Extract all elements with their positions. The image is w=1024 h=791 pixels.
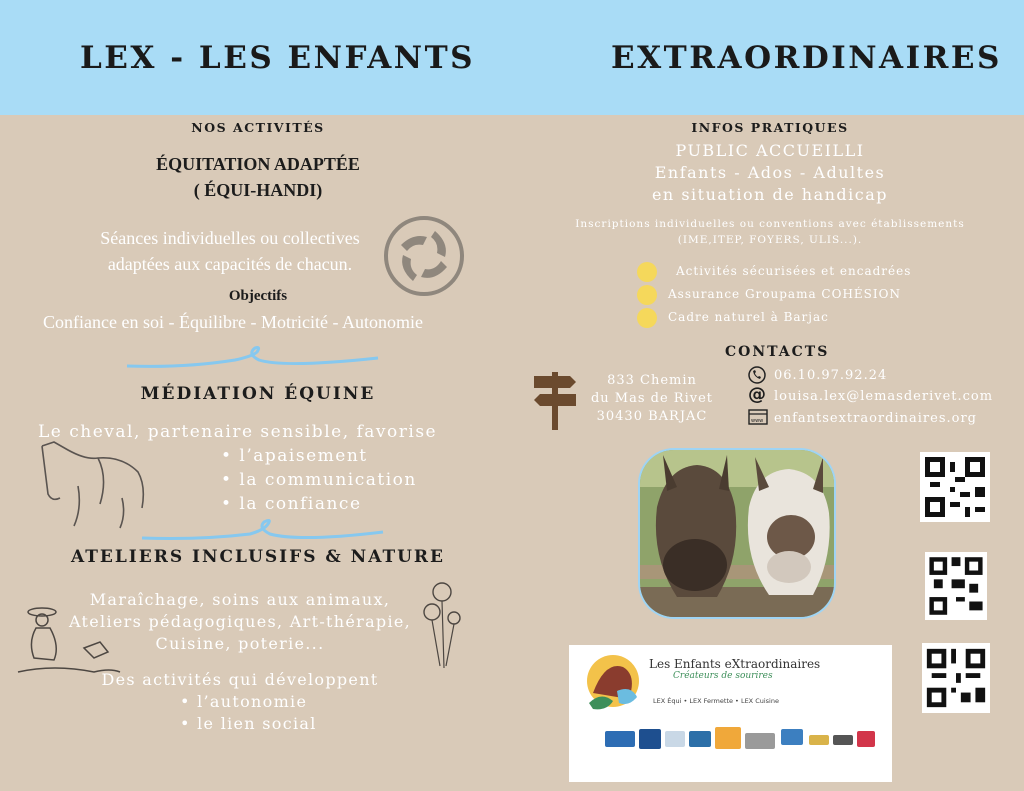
horse-sketch-icon [38,438,148,530]
partner-logo [833,735,853,745]
wave-divider-2 [140,518,385,546]
develop-item: • le lien social [180,714,317,733]
contacts-heading: CONTACTS [725,344,830,360]
hands-circle-icon [383,215,465,297]
address-line: 833 Chemin [607,373,697,388]
logo-title: Les Enfants eXtraordinaires [649,657,821,671]
partner-logo [689,731,711,747]
qr-code-1[interactable] [920,452,990,522]
objectifs-heading: Objectifs [228,288,288,304]
phone-number[interactable]: 06.10.97.92.24 [774,368,888,383]
ateliers-heading: ATELIERS INCLUSIFS & NATURE [70,547,446,567]
check-icon [637,308,657,328]
partner-logo [745,733,775,749]
inscriptions-line-1: Inscriptions individuelles ou conventions avec établissements [575,218,965,230]
header-left-title: LEX - LES ENFANTS [80,40,476,76]
partner-logo [781,729,803,745]
inscriptions-line-2: (IME,ITEP, FOYERS, ULIS...). [677,234,863,246]
qr-code-2[interactable] [925,552,987,620]
svg-text:www: www [751,418,764,424]
partner-logo [605,731,635,747]
mediation-item: • la communication [221,470,417,490]
check-icon [637,285,657,305]
mediation-intro: Le cheval, partenaire sensible, favorise [38,422,438,442]
partner-logo [809,735,829,745]
donkeys-photo [637,447,837,620]
website-link[interactable]: enfantsextraordinaires.org [774,411,977,426]
flowers-sketch-icon [418,578,470,670]
address-line: du Mas de Rivet [590,391,714,406]
qr-code-3[interactable] [922,643,990,713]
check-icon [637,262,657,282]
mediation-heading: MÉDIATION ÉQUINE [140,384,376,404]
logo-subtitle: Créateurs de sourires [673,671,773,681]
wave-divider-1 [125,344,380,372]
logo-branches: LEX Équi • LEX Fermette • LEX Cuisine [653,697,779,705]
gardener-sketch-icon [14,602,124,680]
public-line-2: en situation de handicap [651,185,889,204]
signpost-icon [530,368,580,430]
public-heading: PUBLIC ACCUEILLI [675,141,865,160]
feature-item: Activités sécurisées et encadrées [676,264,912,278]
website-icon [748,409,768,427]
feature-item: Assurance Groupama COHÉSION [668,287,901,301]
header-right-title: EXTRAORDINAIRES [611,40,1002,76]
equitation-title-1: ÉQUITATION ADAPTÉE [156,154,360,174]
equitation-title-2: ( ÉQUI-HANDI) [193,180,323,200]
objectifs-text: Confiance en soi - Équilibre - Motricité - Autonomie [43,312,423,332]
mediation-item: • la confiance [221,494,362,514]
email-icon: @ [748,384,766,405]
seances-line-1: Séances individuelles ou collectives [100,228,360,248]
develop-intro: Des activités qui développent [101,670,379,689]
develop-item: • l’autonomie [180,692,308,711]
partners-logo-box [569,645,892,782]
feature-item: Cadre naturel à Barjac [668,310,829,324]
phone-icon [748,366,766,384]
partner-logo [715,727,741,749]
activities-heading: NOS ACTIVITÉS [191,120,325,135]
mediation-item: • l’apaisement [221,446,368,466]
ateliers-line: Cuisine, poterie... [155,634,325,653]
seances-line-2: adaptées aux capacités de chacun. [107,254,353,274]
partner-logo [639,729,661,749]
public-line-1: Enfants - Ados - Adultes [654,163,886,182]
ateliers-line: Ateliers pédagogiques, Art-thérapie, [68,612,412,631]
address-line: 30430 BARJAC [596,409,708,424]
ateliers-line: Maraîchage, soins aux animaux, [89,590,391,609]
partner-logo [665,731,685,747]
email-address[interactable]: louisa.lex@lemasderivet.com [774,389,994,404]
lex-logo-emblem [583,651,643,715]
infos-heading: INFOS PRATIQUES [691,120,849,135]
partner-logo [857,731,875,747]
